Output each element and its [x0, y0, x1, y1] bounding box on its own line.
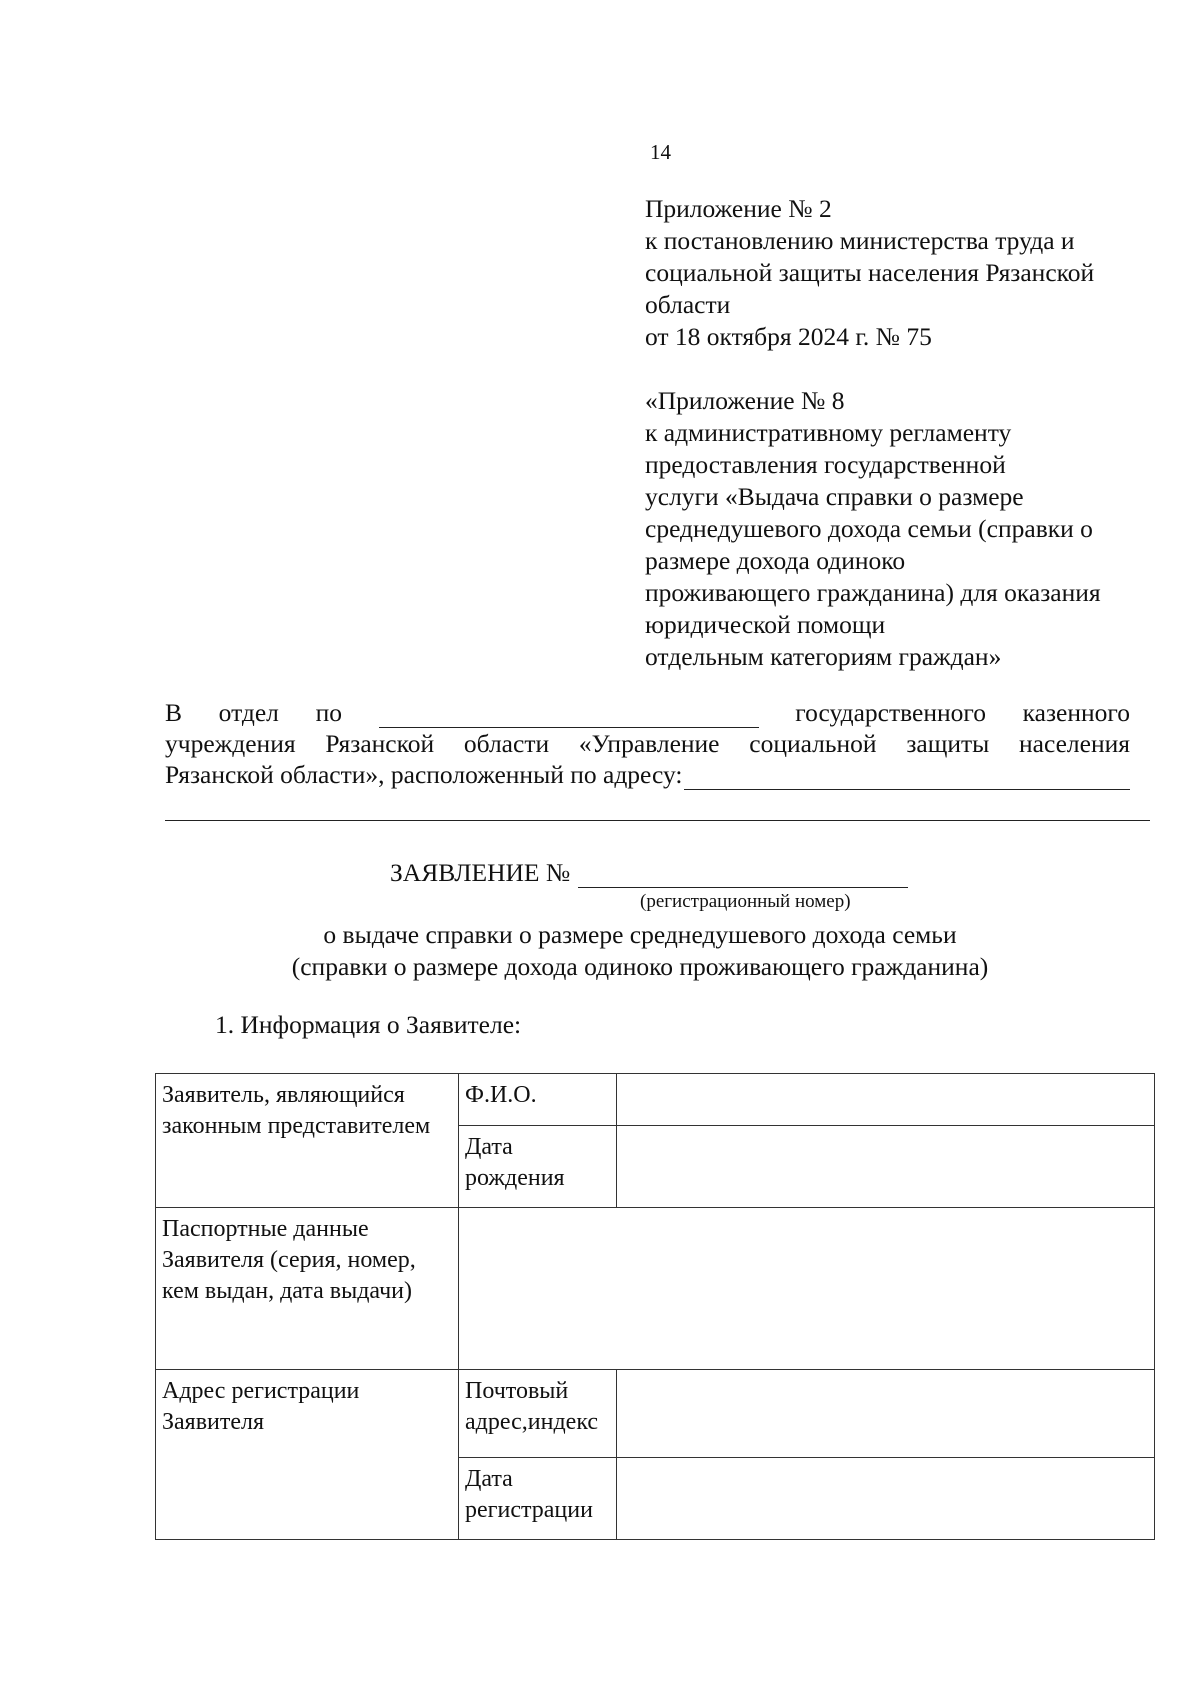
registration-number-hint: (регистрационный номер): [640, 891, 851, 912]
annex-line: предоставления государственной: [645, 450, 1006, 479]
registration-number-field[interactable]: [578, 863, 908, 888]
addressee-block: [165, 697, 1130, 790]
addressee-word: государственного: [795, 698, 986, 727]
postal-address-label: Почтовый адрес,индекс: [459, 1370, 617, 1458]
annex-resolution-block: [645, 193, 1094, 353]
registration-date-field[interactable]: [617, 1458, 1155, 1540]
postal-address-field[interactable]: [617, 1370, 1155, 1458]
statement-subtitle-2: (справки о размере дохода одиноко проживающего гражданина): [291, 952, 989, 981]
addressee-line-3: [165, 759, 1130, 790]
annex-line: Приложение № 2: [645, 194, 832, 223]
address-blank-field[interactable]: [684, 765, 1130, 790]
addressee-word: по: [315, 698, 342, 727]
annex-line: от 18 октября 2024 г. № 75: [645, 322, 932, 351]
statement-title-row: [390, 858, 908, 888]
statement-subtitle-1: о выдаче справки о размере среднедушевого дохода семьи: [323, 920, 957, 949]
addressee-word: казенного: [1022, 698, 1130, 727]
addressee-line-2: учреждения Рязанской области «Управление социальной защиты населения: [165, 729, 1130, 758]
fio-field[interactable]: [617, 1074, 1155, 1126]
applicant-representative-label: Заявитель, являющийся законным представителем: [156, 1074, 459, 1208]
annex-line: юридической помощи: [645, 610, 886, 639]
annex-regulation-block: [645, 385, 1101, 673]
annex-line: «Приложение № 8: [645, 386, 845, 415]
department-blank-field[interactable]: [379, 703, 759, 728]
addressee-line-1: [165, 697, 1130, 728]
annex-line: к постановлению министерства труда и: [645, 226, 1075, 255]
registration-date-label: Дата регистрации: [459, 1458, 617, 1540]
applicant-info-table: [155, 1073, 1155, 1540]
annex-line: области: [645, 290, 731, 319]
annex-line: проживающего гражданина) для оказания: [645, 578, 1101, 607]
passport-label: Паспортные данные Заявителя (серия, номер, кем выдан, дата выдачи): [156, 1208, 459, 1370]
passport-field[interactable]: [459, 1208, 1155, 1370]
registration-address-label: Адрес регистрации Заявителя: [156, 1370, 459, 1540]
section-1-title: 1. Информация о Заявителе:: [215, 1010, 522, 1039]
addressee-word: отдел: [218, 698, 279, 727]
addressee-word: В: [165, 698, 183, 727]
addressee-address-label: Рязанской области», расположенный по адресу:: [165, 760, 683, 789]
annex-line: к административному регламенту: [645, 418, 1012, 447]
page-number: 14: [650, 140, 671, 164]
annex-line: среднедушевого дохода семьи (справки о: [645, 514, 1093, 543]
annex-line: отдельным категориям граждан»: [645, 642, 1002, 671]
fio-label: Ф.И.О.: [459, 1074, 617, 1126]
statement-title: ЗАЯВЛЕНИЕ №: [390, 858, 571, 887]
annex-line: услуги «Выдача справки о размере: [645, 482, 1024, 511]
annex-line: размере дохода одиноко: [645, 546, 906, 575]
address-blank-line[interactable]: [165, 820, 1150, 821]
birth-date-label: Дата рождения: [459, 1126, 617, 1208]
birth-date-field[interactable]: [617, 1126, 1155, 1208]
annex-line: социальной защиты населения Рязанской: [645, 258, 1095, 287]
